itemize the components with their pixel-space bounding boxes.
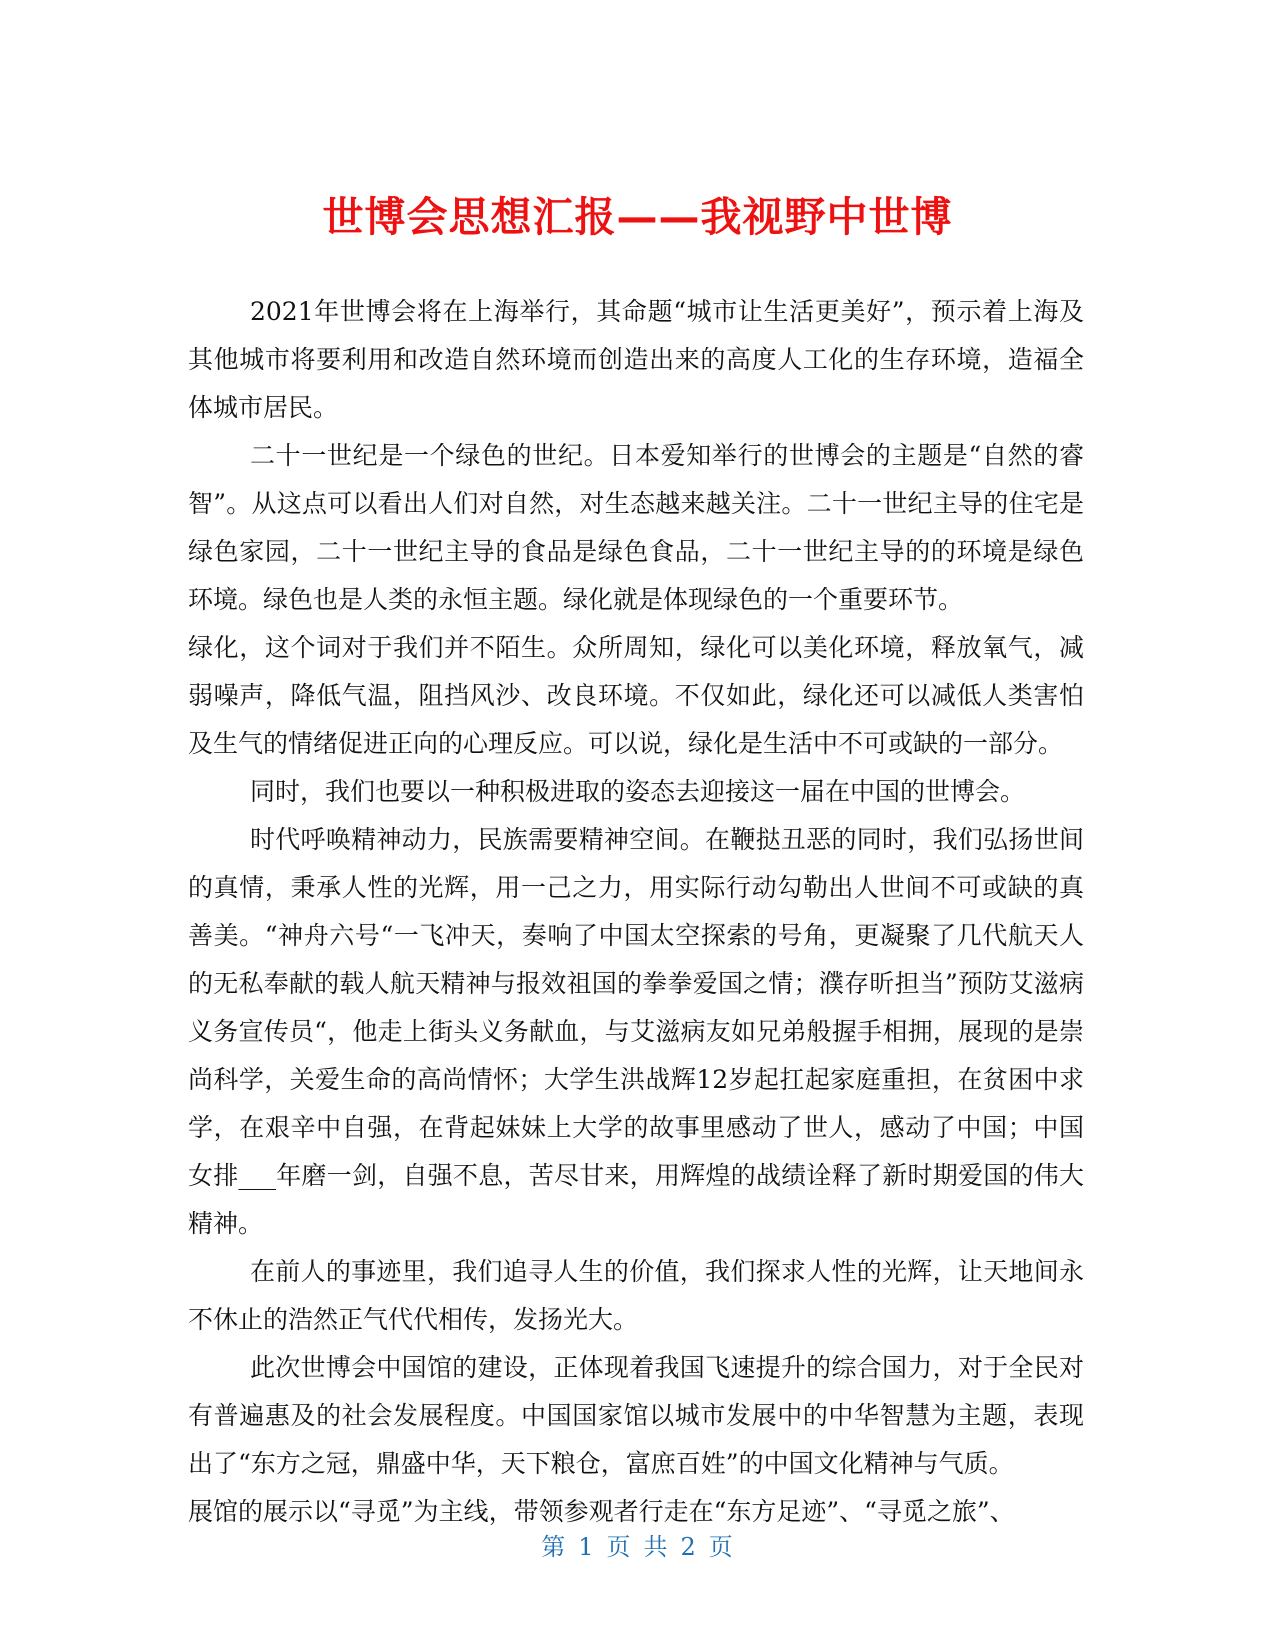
footer-label-di: 第 <box>541 1533 567 1561</box>
document-body <box>188 288 1084 1536</box>
paragraph-6: 在前人的事迹里，我们追寻人生的价值，我们探求人性的光辉，让天地间永不休止的浩然正气代代相传，发扬光大。 <box>188 1257 1084 1334</box>
footer-total-pages: 2 <box>680 1533 697 1561</box>
footer-label-gong: 共 <box>643 1533 669 1561</box>
paragraph-5: 时代呼唤精神动力，民族需要精神空间。在鞭挞丑恶的同时，我们弘扬世间的真情，秉承人性的光辉，用一己之力，用实际行动勾勒出人世间不可或缺的真善美。“神舟六号“一飞冲天，奏响了中国太空探索的号角，更凝聚了几代航天人的无私奉献的载人航天精神与报效祖国的拳拳爱国之情；濮存昕担当”预防艾滋病义务宣传员“，他走上街头义务献血，与艾滋病友如兄弟般握手相拥，展现的是崇尚科学，关爱生命的高尚情怀；大学生洪战辉12岁起扛起家庭重担，在贫困中求学，在艰辛中自强，在背起妹妹上大学的故事里感动了世人，感动了中国；中国女排___年磨一剑，自强不息，苦尽甘来，用辉煌的战绩诠释了新时期爱国的伟大精神。 <box>188 825 1084 1238</box>
footer-label-ye-total: 页 <box>708 1533 734 1561</box>
paragraph-8: 展馆的展示以“寻觅”为主线，带领参观者行走在“东方足迹”、“寻觅之旅”、 <box>188 1497 1015 1526</box>
footer-label-ye: 页 <box>606 1533 632 1561</box>
document-title: 世博会思想汇报——我视野中世博 <box>322 193 953 242</box>
page-footer <box>0 1530 1275 1564</box>
paragraph-2: 二十一世纪是一个绿色的世纪。日本爱知举行的世博会的主题是“自然的睿智”。从这点可以看出人们对自然，对生态越来越关注。二十一世纪主导的住宅是绿色家园，二十一世纪主导的食品是绿色食品，二十一世纪主导的的环境是绿色环境。绿色也是人类的永恒主题。绿化就是体现绿色的一个重要环节。 <box>188 441 1084 614</box>
footer-current-page: 1 <box>578 1533 595 1561</box>
paragraph-4: 同时，我们也要以一种积极进取的姿态去迎接这一届在中国的世博会。 <box>250 777 1026 806</box>
paragraph-1: 2021年世博会将在上海举行，其命题“城市让生活更美好”，预示着上海及其他城市将要利用和改造自然环境而创造出来的高度人工化的生存环境，造福全体城市居民。 <box>188 297 1084 422</box>
paragraph-3: 绿化，这个词对于我们并不陌生。众所周知，绿化可以美化环境，释放氧气，减弱噪声，降低气温，阻挡风沙、改良环境。不仅如此，绿化还可以减低人类害怕及生气的情绪促进正向的心理反应。可以说，绿化是生活中不可或缺的一部分。 <box>188 633 1084 758</box>
paragraph-7: 此次世博会中国馆的建设，正体现着我国飞速提升的综合国力，对于全民对有普遍惠及的社会发展程度。中国国家馆以城市发展中的中华智慧为主题，表现出了“东方之冠，鼎盛中华，天下粮仓，富庶百姓”的中国文化精神与气质。 <box>188 1353 1084 1478</box>
